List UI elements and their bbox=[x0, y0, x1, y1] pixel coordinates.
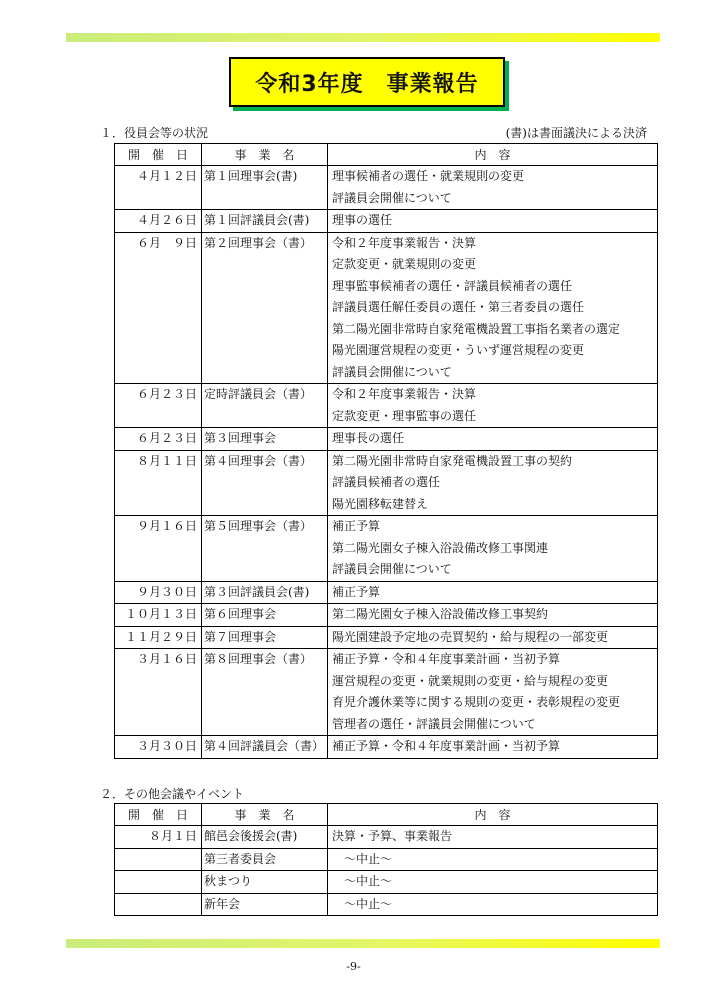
content-line: 管理者の選任・評議員会開催について bbox=[332, 716, 536, 731]
event-name-cell bbox=[202, 736, 328, 759]
date-cell bbox=[115, 428, 202, 451]
content-cell bbox=[328, 626, 658, 649]
header-event-name: 事 業 名 bbox=[202, 144, 328, 166]
table-row bbox=[115, 626, 658, 649]
content-line: 評議員会開催について bbox=[332, 562, 452, 576]
board-meetings-table bbox=[114, 143, 658, 759]
content-cell bbox=[328, 450, 658, 516]
page-title: 令和3年度 事業報告 bbox=[229, 57, 505, 107]
top-gradient-band bbox=[66, 33, 660, 42]
content-line: 陽光園建設予定地の売買契約・給与規程の一部変更 bbox=[332, 629, 609, 644]
meeting-date: ４月１２日 bbox=[136, 169, 197, 183]
bottom-gradient-band bbox=[66, 939, 660, 948]
event-name: 第７回理事会 bbox=[204, 629, 277, 644]
content-line: 評議員選任解任委員の選任・第三者委員の選任 bbox=[332, 300, 585, 314]
section1-heading: １．役員会等の状況 bbox=[100, 126, 209, 140]
date-cell bbox=[115, 736, 202, 759]
event-name-cell bbox=[202, 516, 328, 582]
content-line: 補正予算 bbox=[332, 519, 381, 533]
date-cell bbox=[115, 848, 202, 871]
table-row bbox=[115, 428, 658, 451]
content-cell bbox=[328, 516, 658, 582]
content-line: 評議員会開催について bbox=[332, 190, 452, 205]
section2-heading: ２．その他会議やイベント bbox=[100, 787, 245, 801]
meeting-date: １１月２９日 bbox=[124, 629, 197, 644]
event-name: 秋まつり bbox=[204, 874, 253, 888]
content-line: 第二陽光園女子棟入浴設備改修工事関連 bbox=[332, 540, 549, 555]
content-cell bbox=[328, 649, 658, 736]
content-line: 補正予算・令和４年度事業計画・当初予算 bbox=[332, 739, 561, 753]
date-cell bbox=[115, 649, 202, 736]
page-number: -9- bbox=[346, 960, 361, 973]
meeting-date bbox=[115, 894, 201, 916]
meeting-date: ３月３０日 bbox=[136, 739, 197, 753]
content-line: 陽光園移転建替え bbox=[332, 496, 429, 511]
content-line: 評議員候補者の選任 bbox=[332, 475, 441, 489]
table-row bbox=[115, 166, 658, 210]
content-cell bbox=[328, 384, 658, 428]
event-name: 第１回評議員会(書) bbox=[204, 213, 310, 227]
event-name-cell bbox=[202, 384, 328, 428]
content-line: 理事候補者の選任・就業規則の変更 bbox=[332, 169, 525, 183]
content-cell bbox=[328, 581, 658, 604]
event-name-cell bbox=[202, 893, 328, 916]
header-date: 開 催 日 bbox=[115, 144, 202, 166]
event-name-cell bbox=[202, 428, 328, 451]
content-line: ～中止～ bbox=[332, 874, 393, 888]
table-row bbox=[115, 649, 658, 736]
written-resolution-note: (書)は書面議決による決済 bbox=[505, 126, 647, 140]
event-name-cell bbox=[202, 848, 328, 871]
event-name-cell bbox=[202, 826, 328, 849]
content-line: 第二陽光園非常時自家発電機設置工事指名業者の選定 bbox=[332, 321, 621, 336]
table-header-row bbox=[115, 144, 658, 166]
content-line: 補正予算・令和４年度事業計画・当初予算 bbox=[332, 652, 561, 666]
content-line: 評議員会開催について bbox=[332, 364, 452, 379]
table-row bbox=[115, 871, 658, 894]
content-line: 定款変更・理事監事の選任 bbox=[332, 408, 477, 423]
content-line: 補正予算 bbox=[332, 584, 381, 599]
content-cell bbox=[328, 826, 658, 849]
header-date: 開 催 日 bbox=[115, 804, 202, 826]
event-name: 第５回理事会（書） bbox=[204, 519, 313, 533]
table-row bbox=[115, 450, 658, 516]
meeting-date: ６月 ９日 bbox=[136, 235, 197, 250]
content-line: 運営規程の変更・就業規則の変更・給与規程の変更 bbox=[332, 673, 609, 688]
event-name-cell bbox=[202, 626, 328, 649]
date-cell bbox=[115, 516, 202, 582]
event-name-cell bbox=[202, 581, 328, 604]
meeting-date: ６月２３日 bbox=[136, 387, 197, 401]
table-row bbox=[115, 232, 658, 384]
header-content: 内 容 bbox=[328, 804, 658, 826]
table-row bbox=[115, 893, 658, 916]
event-name-cell bbox=[202, 232, 328, 384]
event-name: 第１回理事会(書) bbox=[204, 169, 298, 183]
event-name: 第三者委員会 bbox=[204, 851, 277, 866]
date-cell bbox=[115, 626, 202, 649]
content-cell bbox=[328, 736, 658, 759]
event-name-cell bbox=[202, 604, 328, 627]
content-cell bbox=[328, 232, 658, 384]
event-name: 第８回理事会（書） bbox=[204, 652, 313, 666]
meeting-date: ８月１日 bbox=[148, 829, 197, 843]
meeting-date: ８月１１日 bbox=[136, 453, 197, 468]
event-name: 館邑会後援会(書) bbox=[204, 829, 298, 843]
event-name-cell bbox=[202, 166, 328, 210]
event-name-cell bbox=[202, 450, 328, 516]
content-line: 令和２年度事業報告・決算 bbox=[332, 387, 477, 401]
event-name-cell bbox=[202, 649, 328, 736]
content-line: 陽光園運営規程の変更・ういず運営規程の変更 bbox=[332, 343, 585, 357]
meeting-date bbox=[115, 849, 201, 871]
date-cell bbox=[115, 826, 202, 849]
content-line: 令和２年度事業報告・決算 bbox=[332, 235, 477, 250]
date-cell bbox=[115, 871, 202, 894]
meeting-date: ６月２３日 bbox=[136, 431, 197, 445]
event-name-cell bbox=[202, 210, 328, 233]
table-row bbox=[115, 581, 658, 604]
event-name: 第３回評議員会(書) bbox=[204, 584, 310, 599]
event-name: 第６回理事会 bbox=[204, 607, 277, 621]
meeting-date: ９月１６日 bbox=[136, 519, 197, 533]
date-cell bbox=[115, 604, 202, 627]
meeting-date: ３月１６日 bbox=[136, 652, 197, 666]
content-cell bbox=[328, 871, 658, 894]
date-cell bbox=[115, 581, 202, 604]
meeting-date: ４月２６日 bbox=[136, 213, 197, 227]
table-header-row bbox=[115, 804, 658, 826]
header-content: 内 容 bbox=[328, 144, 658, 166]
table-row bbox=[115, 384, 658, 428]
event-name-cell bbox=[202, 871, 328, 894]
content-line: 第二陽光園非常時自家発電機設置工事の契約 bbox=[332, 453, 573, 468]
table-row bbox=[115, 210, 658, 233]
event-name: 第４回理事会（書） bbox=[204, 453, 313, 468]
content-cell bbox=[328, 604, 658, 627]
content-line: ～中止～ bbox=[332, 896, 393, 911]
content-cell bbox=[328, 428, 658, 451]
meeting-date: ９月３０日 bbox=[136, 584, 197, 599]
content-line: 理事の選任 bbox=[332, 213, 393, 227]
other-events-table bbox=[114, 803, 658, 916]
event-name: 新年会 bbox=[204, 896, 241, 911]
content-line: 理事長の選任 bbox=[332, 431, 405, 445]
date-cell bbox=[115, 210, 202, 233]
content-line: 育児介護休業等に関する規則の変更・表彰規程の変更 bbox=[332, 695, 621, 709]
meeting-date: １０月１３日 bbox=[124, 607, 197, 621]
content-cell bbox=[328, 210, 658, 233]
table-row bbox=[115, 826, 658, 849]
event-name: 第４回評議員会（書） bbox=[204, 739, 325, 753]
table-row bbox=[115, 848, 658, 871]
event-name: 第２回理事会（書） bbox=[204, 235, 313, 250]
date-cell bbox=[115, 384, 202, 428]
content-cell bbox=[328, 166, 658, 210]
event-name: 定時評議員会（書） bbox=[204, 387, 313, 401]
date-cell bbox=[115, 232, 202, 384]
event-name: 第３回理事会 bbox=[204, 431, 277, 445]
date-cell bbox=[115, 893, 202, 916]
date-cell bbox=[115, 166, 202, 210]
content-line: 定款変更・就業規則の変更 bbox=[332, 257, 477, 271]
header-event-name: 事 業 名 bbox=[202, 804, 328, 826]
content-cell bbox=[328, 893, 658, 916]
content-line: 理事監事候補者の選任・評議員候補者の選任 bbox=[332, 278, 573, 293]
date-cell bbox=[115, 450, 202, 516]
table-row bbox=[115, 516, 658, 582]
content-cell bbox=[328, 848, 658, 871]
table-row bbox=[115, 736, 658, 759]
table-row bbox=[115, 604, 658, 627]
meeting-date bbox=[115, 871, 201, 893]
content-line: 第二陽光園女子棟入浴設備改修工事契約 bbox=[332, 607, 549, 621]
content-line: 決算・予算、事業報告 bbox=[332, 829, 453, 843]
content-line: ～中止～ bbox=[332, 851, 393, 866]
